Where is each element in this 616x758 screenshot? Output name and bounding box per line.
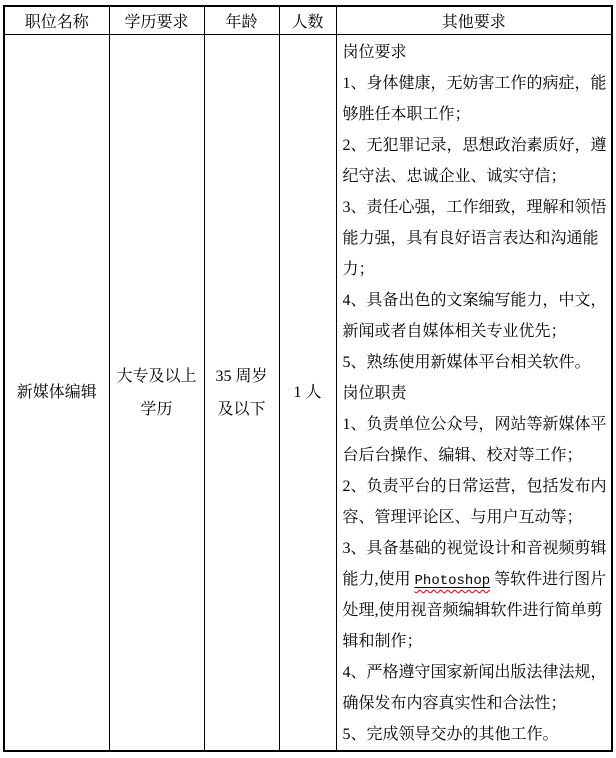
requirement-line: 3、具备基础的视觉设计和音视频剪辑 [342,540,607,557]
spellcheck-underline [415,571,491,588]
headcount-text: 1 人 [293,384,322,401]
header-cell-headcount: 人数 [279,6,336,35]
position-name-text: 新媒体编辑 [16,384,97,401]
requirement-line: 新闻或者自媒体相关专业优先； [342,323,567,340]
requirement-line: 2、负责平台的日常运营，包括发布内 [342,478,607,495]
cell-position-name [4,35,109,752]
requirement-line: 1、身体健康，无妨害工作的病症，能 [342,75,607,92]
education-line-1: 大专及以上 [116,367,197,385]
header-cell-education: 学历要求 [109,6,204,35]
requirement-line: 处理,使用视音频编辑软件进行简单剪 [342,602,603,619]
requirement-line: 容、管理评论区、与用户互动等； [342,509,583,526]
requirement-line: 力； [342,261,375,278]
requirement-line: 确保发布内容真实性和合法性； [342,695,567,712]
requirement-line: 2、无犯罪记录，思想政治素质好，遵 [342,137,607,154]
cell-other-requirements [336,35,612,752]
age-line-1: 35 周岁 [215,367,268,385]
education-line-2: 学历 [140,400,173,418]
header-cell-other-requirements: 其他要求 [336,6,612,35]
requirement-line: 能力强，具有良好语言表达和沟通能 [342,230,599,247]
misspelled-word-photoshop: Photoshop [414,573,491,589]
cell-headcount [279,35,336,752]
age-line-2: 及以下 [217,400,266,418]
requirement-line: 纪守法、忠诚企业、诚实守信； [342,168,567,185]
requirement-line: 4、严格遵守国家新闻出版法律法规， [342,664,607,681]
cell-education-requirement [109,35,204,752]
requirement-line: 5、完成领导交办的其他工作。 [342,726,559,743]
recruitment-table [3,5,613,752]
requirement-line: 岗位职责 [342,385,407,402]
header-cell-age: 年龄 [204,6,279,35]
requirement-line: 岗位要求 [342,44,407,61]
requirement-line: 能力,使用 Photoshop 等软件进行图片 [342,571,607,589]
requirement-line: 辑和制作； [342,633,423,650]
requirement-line: 1、负责单位公众号，网站等新媒体平 [342,416,607,433]
requirement-line: 台后台操作、编辑、校对等工作； [342,447,583,464]
requirement-line: 5、熟练使用新媒体平台相关软件。 [342,354,591,371]
requirement-line: 够胜任本职工作； [342,106,471,123]
cell-age-requirement [204,35,279,752]
table-header-row [4,6,612,35]
requirement-line: 3、责任心强，工作细致，理解和领悟 [342,199,607,216]
header-cell-position: 职位名称 [4,6,109,35]
requirement-line: 4、具备出色的文案编写能力，中文， [342,292,607,309]
table-row [4,35,612,752]
